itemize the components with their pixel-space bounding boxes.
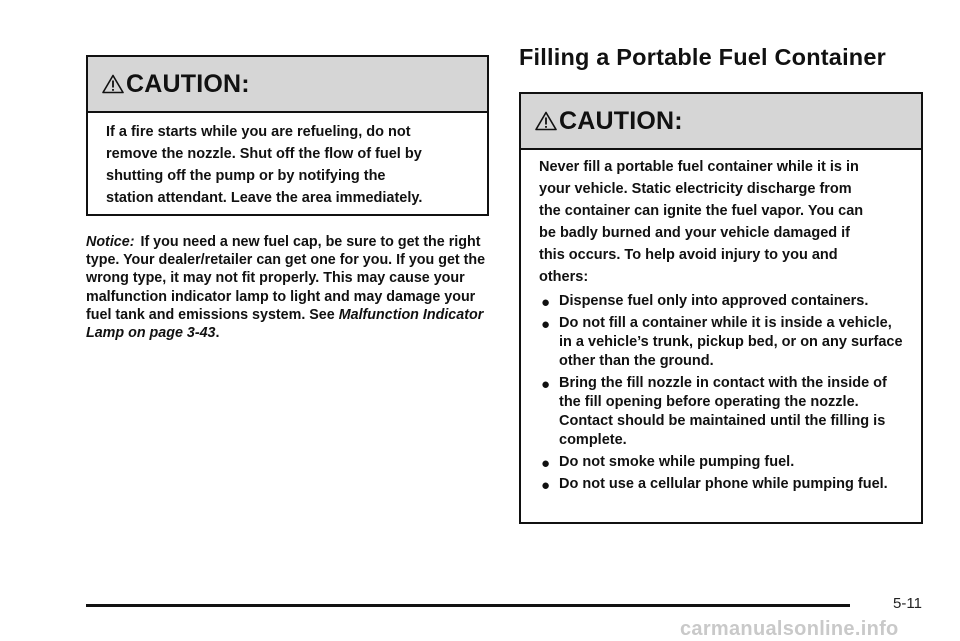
bullet-dot-icon: ● [541, 376, 551, 393]
caution-text [88, 113, 487, 209]
bullet-dot-icon: ● [541, 294, 551, 311]
list-item [539, 374, 907, 450]
list-item [539, 292, 907, 311]
notice-label: Notice: [86, 234, 135, 250]
list-item [539, 475, 907, 494]
bullet-text: Bring the fill nozzle in contact with the inside of the fill opening before operating the nozzle. Contact should be maintained until the filling is complete. [559, 375, 887, 448]
caution-line: others: [539, 269, 589, 285]
bullet-dot-icon: ● [541, 455, 551, 472]
caution-header [88, 57, 487, 113]
notice-end: . [215, 325, 220, 342]
caution-line: Never fill a portable fuel container while it is in [539, 159, 859, 175]
caution-text [521, 150, 921, 494]
caution-header [521, 94, 921, 150]
caution-line: be badly burned and your vehicle damaged if [539, 225, 851, 241]
notice-reference-link[interactable]: Malfunction Indicator Lamp on page 3-43 [86, 306, 484, 342]
section-title: Filling a Portable Fuel Container [519, 44, 886, 70]
caution-line: station attendant. Leave the area immediately. [106, 190, 423, 206]
list-item [539, 453, 907, 472]
bullet-dot-icon: ● [541, 477, 551, 494]
caution-title: CAUTION: [559, 106, 683, 135]
caution-box-fire [86, 55, 489, 216]
caution-line: remove the nozzle. Shut off the flow of fuel by [106, 146, 422, 162]
warning-triangle-icon [102, 74, 124, 94]
bullet-text: Dispense fuel only into approved containers. [559, 293, 869, 309]
caution-line: If a fire starts while you are refueling, do not [106, 124, 411, 140]
notice-text: If you need a new fuel cap, be sure to get the right type. Your dealer/retailer can get one for you. If you get the wrong type, it may not fit properly. This may cause your malfunction indicator lamp to light and may damage your fuel tank and emissions system. See [86, 234, 486, 323]
caution-bullet-list [539, 292, 907, 494]
bullet-text: Do not fill a container while it is inside a vehicle, in a vehicle’s trunk, pickup bed, or on any surface other than the ground. [559, 315, 903, 369]
footer-rule [86, 604, 850, 607]
caution-box-portable-container [519, 92, 923, 524]
warning-triangle-icon [535, 111, 557, 131]
bullet-dot-icon: ● [541, 316, 551, 333]
caution-line: the container can ignite the fuel vapor. You can [539, 203, 864, 219]
page-number: 5-11 [893, 595, 922, 612]
caution-line: shutting off the pump or by notifying the [106, 168, 386, 184]
watermark: carmanualsonline.info [680, 618, 899, 640]
list-item [539, 314, 907, 371]
caution-line: your vehicle. Static electricity discharge from [539, 181, 852, 197]
bullet-text: Do not use a cellular phone while pumping fuel. [559, 476, 888, 492]
notice-paragraph [86, 233, 494, 342]
caution-line: this occurs. To help avoid injury to you and [539, 247, 838, 263]
bullet-text: Do not smoke while pumping fuel. [559, 454, 795, 470]
caution-title: CAUTION: [126, 69, 250, 98]
